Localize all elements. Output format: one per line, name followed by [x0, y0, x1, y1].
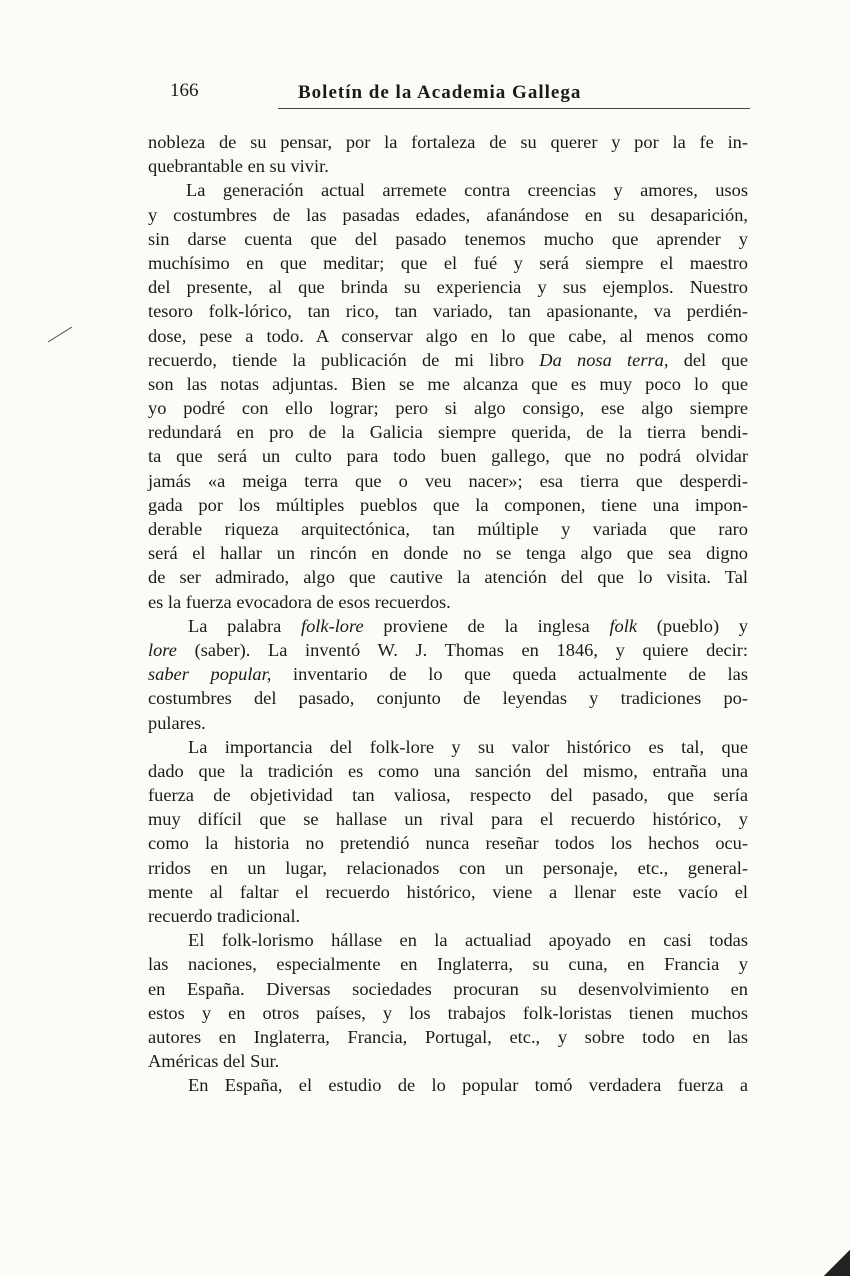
text-line: El folk-lorismo hállase en la actualiad apoyado en casi todas — [188, 930, 748, 951]
text-line: recuerdo tradicional. — [148, 906, 301, 926]
text-line: sin darse cuenta que del pasado tenemos mucho que aprender y — [148, 228, 748, 249]
text-line: las naciones, especialmente en Inglaterra, su cuna, en Francia y — [148, 954, 748, 975]
text-segment: (pueblo) y — [656, 615, 748, 636]
text-line: muchísimo en que meditar; que el fué y será siempre el maestro — [148, 252, 748, 273]
text-line: Américas del Sur. — [148, 1051, 280, 1072]
text-line: nobleza de su pensar, por la fortaleza de su querer y por la fe in- — [148, 132, 748, 152]
text-segment: del que — [683, 349, 748, 370]
italic-term: saber popular, — [148, 664, 272, 685]
text-line: La importancia del folk-lore y su valor histórico es tal, que — [188, 736, 748, 757]
text-line: En España, el estudio de lo popular tomó verdadera fuerza a — [188, 1075, 748, 1096]
text-segment: recuerdo, tiende la publicación de mi libro — [148, 349, 525, 370]
italic-term: lore — [148, 639, 177, 660]
text-line — [148, 348, 748, 372]
text-line: en España. Diversas sociedades procuran su desenvolvimiento en — [148, 978, 748, 999]
text-line: y costumbres de las pasadas edades, afanándose en su desaparición, — [148, 204, 748, 225]
margin-pencil-mark — [48, 327, 72, 343]
book-title: Da nosa terra, — [539, 349, 669, 370]
text-line — [148, 662, 748, 686]
text-line: dado que la tradición es como una sanción del mismo, entraña una — [148, 760, 748, 781]
text-line: quebrantable en su vivir. — [148, 156, 329, 177]
text-line: ta que será un culto para todo buen gallego, que no podrá olvidar — [148, 446, 748, 467]
text-line: La generación actual arremete contra creencias y amores, usos — [186, 180, 748, 201]
text-line: tesoro folk-lórico, tan rico, tan variado, tan apasionante, va perdién- — [148, 301, 748, 322]
text-line: fuerza de objetividad tan valiosa, respecto del pasado, que sería — [148, 785, 748, 806]
italic-term: folk — [609, 615, 638, 636]
text-line: derable riqueza arquitectónica, tan múltiple y variada que raro — [148, 519, 748, 539]
running-title: Boletín de la Academia Gallega — [298, 82, 582, 103]
text-line: muy difícil que se hallase un rival para el recuerdo histórico, y — [148, 809, 748, 830]
page-corner-shadow — [814, 1246, 850, 1276]
text-line: gada por los múltiples pueblos que la componen, tiene una impon- — [148, 494, 748, 515]
text-line: son las notas adjuntas. Bien se me alcanza que es muy poco lo que — [148, 373, 748, 394]
text-line: mente al faltar el recuerdo histórico, viene a llenar este vacío el — [148, 881, 748, 902]
text-line: autores en Inglaterra, Francia, Portugal, etc., y sobre todo en las — [148, 1026, 748, 1047]
text-line: será el hallar un rincón en donde no se tenga algo que sea digno — [148, 543, 748, 564]
italic-term: folk-lore — [301, 615, 364, 636]
text-line: es la fuerza evocadora de esos recuerdos. — [148, 591, 451, 612]
text-line — [148, 614, 748, 638]
text-line — [148, 638, 748, 662]
text-line: rridos en un lugar, relacionados con un personaje, etc., general- — [148, 857, 748, 878]
text-line: yo podré con ello lograr; pero si algo consigo, ese algo siempre — [148, 398, 748, 419]
text-line: redundará en pro de la Galicia siempre querida, de la tierra bendi- — [148, 422, 748, 443]
page-number: 166 — [170, 80, 199, 101]
text-segment: inventario de lo que queda actualmente de las — [293, 664, 748, 685]
page-header — [148, 78, 750, 112]
text-line: como la historia no pretendió nunca reseñar todos los hechos ocu- — [148, 833, 748, 854]
text-line: de ser admirado, algo que cautive la atención del que lo visita. Tal — [148, 567, 748, 588]
page-body — [148, 130, 748, 1098]
text-line: pulares. — [148, 712, 206, 733]
text-segment: (saber). La inventó W. J. Thomas en 1846, y quiere decir: — [194, 639, 748, 660]
text-segment: La palabra — [188, 615, 282, 636]
text-segment: proviene de la inglesa — [383, 615, 590, 636]
text-line: costumbres del pasado, conjunto de leyendas y tradiciones po- — [148, 688, 748, 709]
header-rule — [278, 108, 750, 109]
text-line: dose, pese a todo. A conservar algo en lo que cabe, al menos como — [148, 325, 748, 346]
text-line: del presente, al que brinda su experiencia y sus ejemplos. Nuestro — [148, 277, 748, 298]
text-line: jamás «a meiga terra que o veu nacer»; esa tierra que desperdi- — [148, 470, 748, 491]
text-line: estos y en otros países, y los trabajos folk-loristas tienen muchos — [148, 1002, 748, 1023]
